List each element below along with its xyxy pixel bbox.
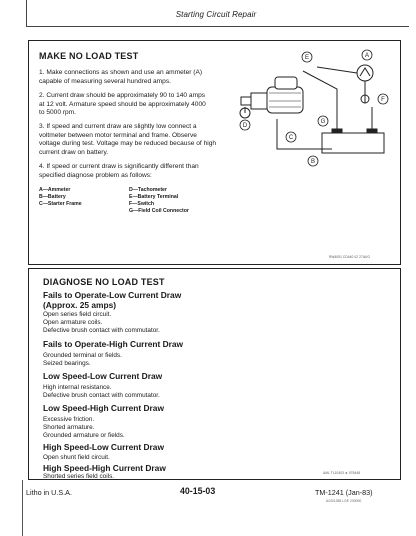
- page-header: [26, 0, 409, 27]
- cause: Seized bearings.: [43, 360, 91, 367]
- page-number: 40-15-03: [180, 486, 216, 496]
- section-3-heading: Low Speed-Low Current Draw: [43, 371, 163, 381]
- legend-b: B—Battery: [39, 194, 66, 200]
- cause: Excessive friction.: [43, 416, 95, 423]
- section-1-causes: [43, 311, 160, 335]
- step-3-line-1: 3. If speed and current draw are slightly low connect a: [39, 123, 197, 130]
- label-e: E: [304, 55, 310, 61]
- section-1-heading-line-1: Fails to Operate-Low Current Draw: [43, 290, 182, 300]
- section-4-heading: Low Speed-High Current Draw: [43, 403, 164, 413]
- step-3-line-2: voltmeter between motor terminal and frame. Observe: [39, 131, 197, 139]
- step-3: [39, 123, 239, 157]
- legend-c: C—Starter Frame: [39, 201, 82, 207]
- cause: Shorted series field coils.: [43, 473, 115, 480]
- step-4-line-2: specified diagnose problem as follows:: [39, 171, 152, 179]
- legend-e: E—Battery Terminal: [129, 194, 179, 200]
- label-d: D: [242, 123, 248, 129]
- cause: Defective brush contact with commutator.: [43, 392, 160, 399]
- section-4-causes: [43, 416, 125, 440]
- section-5-heading: High Speed-Low Current Draw: [43, 442, 164, 452]
- diagnose-title: DIAGNOSE NO LOAD TEST: [43, 277, 165, 287]
- step-1-line-1: 1. Make connections as shown and use an ammeter (A): [39, 69, 203, 76]
- step-4-line-1: 4. If speed or current draw is significantly different than: [39, 163, 199, 170]
- figure-code: RW4051 CD440 02 27AUG: [329, 255, 371, 259]
- step-1-line-2: capable of measuring several hundred amps.: [39, 77, 171, 85]
- cause: Open shunt field circuit.: [43, 454, 110, 461]
- label-f: F: [381, 97, 385, 103]
- section-6-causes: [43, 473, 114, 481]
- step-2: [39, 92, 239, 118]
- step-3-line-3: voltage during test. Voltage may be reduced because of high: [39, 140, 217, 148]
- legend-d: D—Tachometer: [129, 187, 167, 193]
- cause: Open series field circuit.: [43, 311, 112, 318]
- section-1-heading-line-2: (Approx. 25 amps): [43, 300, 117, 310]
- label-a: A: [364, 53, 370, 59]
- starter-motor: [267, 87, 303, 113]
- cause: Open armature coils.: [43, 319, 103, 326]
- legend-a: A—Ammeter: [39, 187, 71, 193]
- label-g: G: [320, 119, 326, 125]
- section-1-heading: [43, 290, 181, 310]
- diagnose-code: AML TL10403 ★ 076448: [323, 471, 361, 475]
- step-2-line-2: at 12 volt. Armature speed should be approximately 4000: [39, 100, 206, 108]
- label-c: C: [288, 135, 294, 141]
- section-2-causes: [43, 352, 122, 368]
- diagnose-panel: [28, 268, 401, 480]
- header-divider-vertical: [26, 0, 27, 27]
- starter-test-diagram: [237, 49, 397, 169]
- label-b: B: [310, 159, 316, 165]
- footer-margin-line: [22, 480, 23, 536]
- header-title: Starting Circuit Repair: [175, 10, 257, 19]
- step-1: [39, 69, 239, 86]
- legend-f: F—Switch: [129, 201, 155, 207]
- section-5-causes: [43, 454, 110, 462]
- no-load-test-panel: [28, 40, 401, 265]
- section-2-heading: Fails to Operate-High Current Draw: [43, 339, 184, 349]
- cause: Grounded terminal or fields.: [43, 352, 122, 359]
- header-divider-horizontal: [26, 26, 409, 27]
- footer-code: AG0/1285 LGE 230000: [326, 499, 362, 503]
- cause: Shorted armature.: [43, 424, 95, 431]
- section-3-causes: [43, 384, 160, 400]
- battery: [322, 133, 384, 153]
- legend-g: G—Field Coil Connector: [129, 208, 189, 214]
- cause: Defective brush contact with commutator.: [43, 327, 160, 334]
- step-2-line-3: to 5000 rpm.: [39, 109, 77, 117]
- step-4: [39, 163, 239, 180]
- footer-manual-id: TM-1241 (Jan-83): [315, 488, 373, 497]
- cause: Grounded armature or fields.: [43, 432, 125, 439]
- step-3-line-4: current draw on battery.: [39, 148, 109, 156]
- step-2-line-1: 2. Current draw should be approximately 90 to 140 amps: [39, 92, 206, 99]
- no-load-test-title: MAKE NO LOAD TEST: [39, 51, 139, 61]
- footer-litho: Litho in U.S.A.: [26, 488, 72, 497]
- section-6-heading: High Speed-High Current Draw: [43, 463, 166, 473]
- cause: High internal resistance.: [43, 384, 112, 391]
